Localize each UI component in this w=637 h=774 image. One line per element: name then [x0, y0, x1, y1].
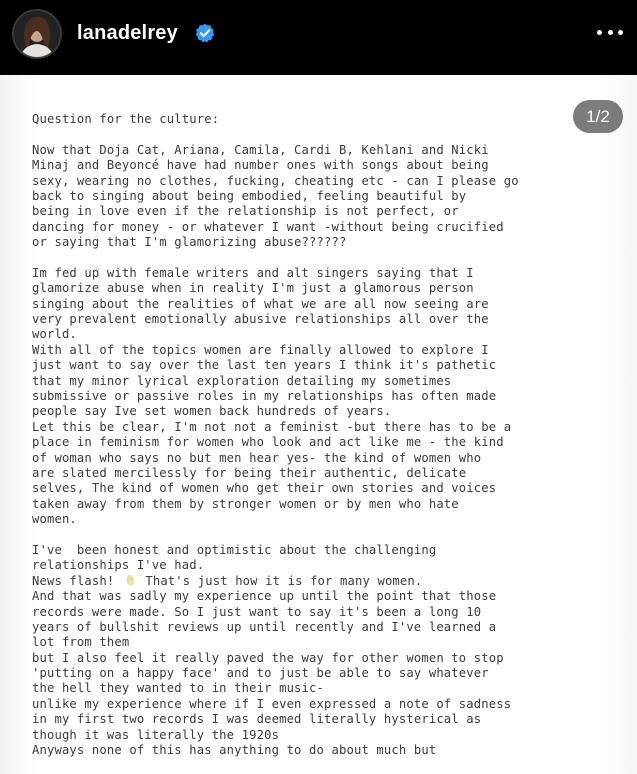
- text-line: that my minor lyrical exploration detailing my sometimes: [32, 373, 452, 388]
- text-line: place in feminism for women who look and act like me - the kind: [32, 435, 504, 450]
- text-line: in my first two records I was deemed literally hysterical as: [32, 712, 482, 727]
- text-line: unlike my experience where if I even expressed a note of sadness: [32, 696, 512, 711]
- text-line: world.: [32, 327, 77, 342]
- newsflash-line: [32, 574, 617, 589]
- newsflash-end: That's just how it is for many women.: [137, 573, 423, 588]
- text-line: I've been honest and optimistic about the challenging: [32, 542, 437, 557]
- text-line: And that was sadly my experience up until the point that those: [32, 589, 497, 604]
- text-line: sexy, wearing no clothes, fucking, cheating etc - can I please go: [32, 173, 519, 188]
- hand-emoji-icon: [124, 574, 136, 586]
- text-line: taken away from them by stronger women or by men who hate: [32, 496, 459, 511]
- text-line: relationships I've had.: [32, 558, 205, 573]
- text-line: records were made. So I just want to say it's been a long 10: [32, 604, 482, 619]
- more-options-icon[interactable]: [597, 21, 623, 43]
- text-line: Question for the culture:: [32, 112, 220, 126]
- page-indicator: 1/2: [573, 100, 623, 133]
- text-line: singing about the realities of what we are all now seeing are: [32, 296, 489, 311]
- text-line: With all of the topics women are finally allowed to explore I: [32, 342, 489, 357]
- text-line: back to singing about being embodied, feeling beautiful by: [32, 188, 467, 203]
- text-line: Im fed up with female writers and alt singers saying that I: [32, 265, 474, 280]
- post-header: [0, 0, 637, 75]
- text-line: people say Ive set women back hundreds of years.: [32, 404, 392, 419]
- text-line: being in love even if the relationship is not perfect, or: [32, 204, 459, 219]
- text-line: Now that Doja Cat, Ariana, Camila, Cardi B, Kehlani and Nicki: [32, 142, 489, 157]
- newsflash-start: News flash!: [32, 573, 122, 588]
- avatar-icon[interactable]: [12, 9, 62, 59]
- paragraph-3: [32, 266, 617, 528]
- text-line: Anyways none of this has anything to do about much but: [32, 743, 437, 758]
- paragraph-4: [32, 543, 617, 589]
- post-image: [0, 75, 637, 774]
- text-line: are slated mercilessly for being their authentic, delicate: [32, 465, 467, 480]
- text-line: glamorize abuse when in reality I'm just a glamorous person: [32, 281, 474, 296]
- text-line: submissive or passive roles in my relationships has often made: [32, 389, 497, 404]
- text-line: years of bullshit reviews up until recently and I've learned a: [32, 619, 497, 634]
- text-line: just want to say over the last ten years I think it's pathetic: [32, 358, 497, 373]
- paragraph-1: [32, 112, 617, 127]
- text-line: though it was literally the 1920s: [32, 727, 280, 742]
- text-line: selves, The kind of women who get their own stories and voices: [32, 481, 497, 496]
- text-line: or saying that I'm glamorizing abuse??????: [32, 235, 347, 250]
- text-line: women.: [32, 512, 77, 527]
- paragraph-4-rest: [32, 589, 617, 758]
- text-line: Minaj and Beyoncé have had number ones with songs about being: [32, 158, 489, 173]
- verified-badge-icon: [195, 23, 215, 43]
- username[interactable]: lanadelrey: [77, 22, 178, 44]
- text-line: but I also feel it really paved the way for other women to stop: [32, 650, 504, 665]
- paragraph-2: [32, 143, 617, 251]
- text-line: 'putting on a happy face' and to just be able to say whatever: [32, 666, 489, 681]
- text-line: the hell they wanted to in their music-: [32, 681, 325, 696]
- text-line: lot from them: [32, 635, 130, 650]
- text-line: dancing for money - or whatever I want -without being crucified: [32, 219, 504, 234]
- text-line: of woman who says no but men hear yes- the kind of women who: [32, 450, 482, 465]
- text-line: Let this be clear, I'm not not a feminist -but there has to be a: [32, 419, 512, 434]
- post-text: [32, 112, 617, 758]
- text-line: very prevalent emotionally abusive relationships all over the: [32, 312, 489, 327]
